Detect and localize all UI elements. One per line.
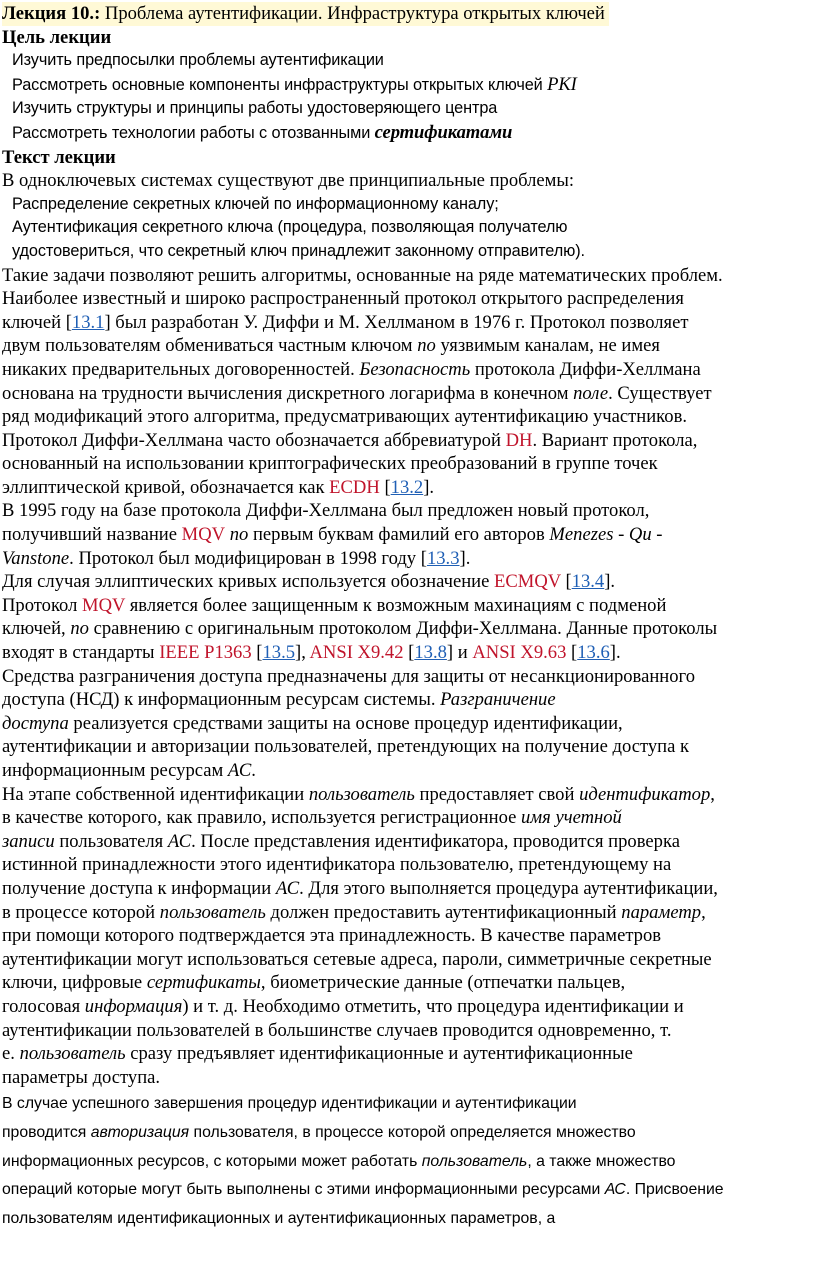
paragraph-line: ключи, цифровые сертификаты, биометрические данные (отпечатки пальцев, (2, 972, 626, 994)
term-mqv: MQV (181, 524, 226, 546)
term-ecdh: ECDH (329, 476, 380, 498)
reference-link-13-1[interactable]: 13.1 (71, 311, 105, 333)
paragraph-line: аутентификации и авторизации пользователей, претендующих на получение доступа к (2, 736, 690, 758)
goal-heading: Цель лекции (2, 26, 112, 48)
paragraph-line: доступа реализуется средствами защиты на основе процедур идентификации, (2, 712, 623, 734)
tail-paragraph (2, 1090, 810, 1233)
paragraph-line: ряд модификаций этого алгоритма, предусматривающих аутентификацию участников. (2, 406, 687, 428)
paragraph-line: На этапе собственной идентификации пользователь предоставляет свой идентификатор, (2, 783, 715, 805)
reference-link-13-8[interactable]: 13.8 (414, 642, 447, 664)
term-ieee: IEEE P1363 (159, 642, 252, 664)
paragraph-line: ключей, по сравнению с оригинальным протоколом Диффи-Хеллмана. Данные протоколы (2, 618, 718, 640)
paragraph-line: Для случая эллиптических кривых используется обозначение ECMQV [13.4]. (2, 571, 616, 593)
term-ecmqv: ECMQV (494, 571, 561, 593)
paragraph-line: Такие задачи позволяют решить алгоритмы, основанные на ряде математических проблем. (2, 264, 723, 286)
lecture-topic: Проблема аутентификации. Инфраструктура открытых ключей (100, 3, 605, 24)
tail-line: операций которые могут быть выполнены с этими информационными ресурсами АС. Присвоение (2, 1181, 724, 1199)
reference-link-13-5[interactable]: 13.5 (262, 642, 296, 664)
paragraph-line: основанный на использовании криптографических преобразований в группе точек (2, 453, 658, 475)
paragraph-line: в качестве которого, как правило, используется регистрационное имя учетной (2, 807, 622, 829)
paragraph-line: голосовая информация) и т. д. Необходимо отметить, что процедура идентификации и (2, 995, 684, 1017)
paragraph-line: Протокол MQV является более защищенным к возможным махинациям с подменой (2, 594, 667, 616)
lecture-title (2, 2, 810, 26)
paragraph-line: никаких предварительных договоренностей. Безопасность протокола Диффи-Хеллмана (2, 358, 701, 380)
goal-item: Изучить предпосылки проблемы аутентификации (12, 51, 384, 70)
term-dh: DH (505, 429, 533, 451)
paragraph-line: В 1995 году на базе протокола Диффи-Хеллмана был предложен новый протокол, (2, 500, 650, 522)
reference-link-13-3[interactable]: 13.3 (426, 547, 460, 569)
paragraph-line: эллиптической кривой, обозначается как ECDH [13.2]. (2, 476, 435, 498)
paragraph-line: информационным ресурсам АС. (2, 760, 256, 781)
paragraph-line: при помощи которого подтверждается эта принадлежность. В качестве параметров (2, 925, 662, 947)
paragraph-line: аутентификации могут использоваться сетевые адреса, пароли, симметричные секретные (2, 948, 712, 970)
paragraph-line: ключей [13.1] был разработан У. Диффи и М. Хеллманом в 1976 г. Протокол позволяет (2, 311, 689, 333)
tail-line: информационных ресурсов, с которыми может работать пользователь, а также множество (2, 1152, 676, 1170)
problem-item: Распределение секретных ключей по информационному каналу; (12, 194, 499, 213)
paragraph-line: параметры доступа. (2, 1066, 161, 1088)
paragraph-line: основана на трудности вычисления дискретного логарифма в конечном поле. Существует (2, 382, 712, 404)
goal-item: Рассмотреть технологии работы с отозванными сертификатами (12, 121, 513, 143)
paragraph-line: е. пользователь сразу предъявляет идентификационные и аутентификационные (2, 1043, 633, 1065)
tail-line: В случае успешного завершения процедур идентификации и аутентификации (2, 1095, 577, 1113)
problem-item: Аутентификация секретного ключа (процедура, позволяющая получателю (12, 218, 568, 237)
goal-item: Изучить структуры и принципы работы удостоверяющего центра (12, 99, 498, 118)
goal-item: Рассмотреть основные компоненты инфраструктуры открытых ключей PKI (12, 73, 577, 95)
paragraph-line: В одноключевых системах существуют две принципиальные проблемы: (2, 170, 575, 192)
paragraph-line: получение доступа к информации АС. Для этого выполняется процедура аутентификации, (2, 877, 718, 899)
paragraph-line: записи пользователя АС. После представления идентификатора, проводится проверка (2, 830, 680, 852)
paragraph-line: Наиболее известный и широко распространенный протокол открытого распределения (2, 288, 684, 310)
paragraph-line: истинной принадлежности этого идентификатора пользователю, претендующему на (2, 854, 672, 876)
paragraph-line: входят в стандарты IEEE P1363 [13.5], ANSI X9.42 [13.8] и ANSI X9.63 [13.6]. (2, 642, 621, 664)
paragraph-line: Средства разграничения доступа предназначены для защиты от несанкционированного (2, 665, 695, 687)
paragraph-line: в процессе которой пользователь должен предоставить аутентификационный параметр, (2, 901, 706, 923)
problem-item-cont: удостовериться, что секретный ключ принадлежит законному отправителю). (12, 241, 585, 260)
tail-line: пользователям идентификационных и аутентификационных параметров, а (2, 1209, 556, 1227)
text-heading: Текст лекции (2, 146, 116, 168)
paragraph-line: получивший название MQV по первым буквам фамилий его авторов Menezes - Qu - (2, 524, 663, 546)
paragraph-line: Протокол Диффи-Хеллмана часто обозначается аббревиатурой DH. Вариант протокола, (2, 429, 698, 451)
term-ansi-x963: ANSI X9.63 (472, 642, 567, 664)
paragraph-line: двум пользователям обмениваться частным ключом по уязвимым каналам, не имея (2, 335, 660, 357)
paragraph-line: доступа (НСД) к информационным ресурсам системы. Разграничение (2, 689, 556, 711)
reference-link-13-6[interactable]: 13.6 (577, 642, 610, 664)
paragraph-line: Vanstone. Протокол был модифицирован в 1998 году [13.3]. (2, 547, 471, 569)
tail-line: проводится авторизация пользователя, в процессе которой определяется множество (2, 1123, 636, 1141)
reference-link-13-4[interactable]: 13.4 (571, 571, 605, 593)
term-mqv: MQV (82, 594, 126, 616)
term-ansi-x942: ANSI X9.42 (309, 642, 404, 664)
paragraph-line: аутентификации пользователей в большинстве случаев проводится одновременно, т. (2, 1019, 672, 1041)
lecture-number: Лекция 10.: (2, 3, 101, 24)
reference-link-13-2[interactable]: 13.2 (390, 476, 424, 498)
